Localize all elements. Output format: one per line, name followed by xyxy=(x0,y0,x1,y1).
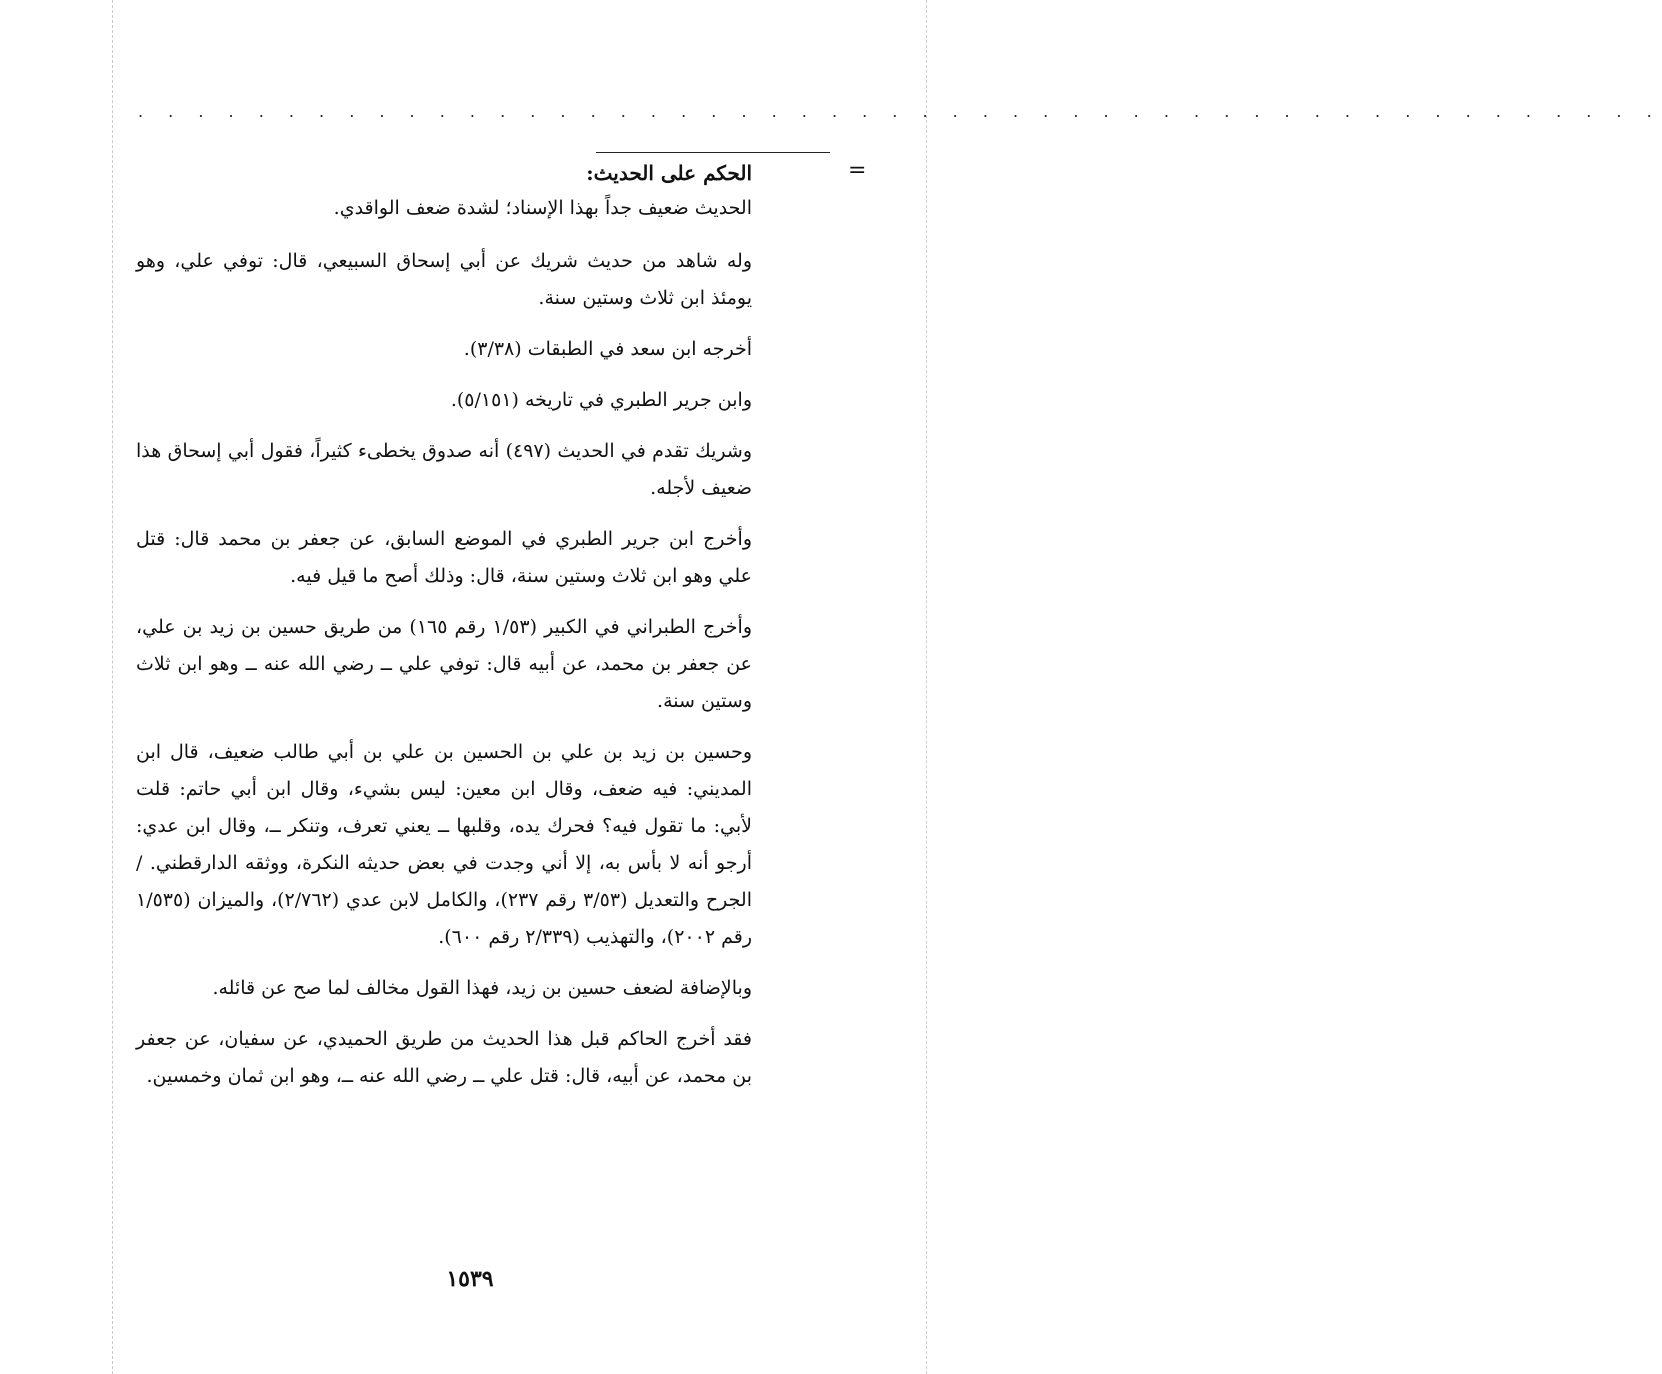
section-heading: الحكم على الحديث: xyxy=(586,161,752,185)
paragraph-tabarani: وأخرج الطبراني في الكبير (١/٥٣ رقم ١٦٥) من طريق حسين بن زيد بن علي، عن جعفر بن محمد، عن أبيه قال: توفي علي ــ رضي الله عنه ــ وهو ابن ثلاث وستين سنة. xyxy=(136,616,752,712)
page-body xyxy=(136,156,752,1109)
paragraph-sharik-witness: وله شاهد من حديث شريك عن أبي إسحاق السبيعي، قال: توفي علي، وهو يومئذ ابن ثلاث وستين سنة. xyxy=(136,250,752,309)
paragraph-hakim: فقد أخرج الحاكم قبل هذا الحديث من طريق الحميدي، عن سفيان، عن جعفر بن محمد، عن أبيه، قال: قتل علي ــ رضي الله عنه ــ، وهو ابن ثمان وخمسين. xyxy=(136,1028,752,1087)
paragraph-verdict: الحديث ضعيف جداً بهذا الإسناد؛ لشدة ضعف الواقدي. xyxy=(333,197,752,219)
scan-edge-left xyxy=(112,0,113,1374)
paragraph-tabari: وابن جرير الطبري في تاريخه (٥/١٥١). xyxy=(450,389,752,411)
heading-rule xyxy=(596,152,830,153)
paragraph-jafar-report: وأخرج ابن جرير الطبري في الموضع السابق، عن جعفر بن محمد قال: قتل علي وهو ابن ثلاث وستين سنة، قال: وذلك أصح ما قيل فيه. xyxy=(136,528,752,587)
paragraph-sharik-grading: وشريك تقدم في الحديث (٤٩٧) أنه صدوق يخطىء كثيراً، فقول أبي إسحاق هذا ضعيف لأجله. xyxy=(136,440,752,499)
paragraph-contradiction: وبالإضافة لضعف حسين بن زيد، فهذا القول مخالف لما صح عن قائله. xyxy=(212,977,752,999)
paragraph-husayn-grading: وحسين بن زيد بن علي بن الحسين بن علي بن أبي طالب ضعيف، قال ابن المديني: فيه ضعف، وقال ابن معين: ليس بشيء، وقال ابن أبي حاتم: قلت لأبي: ما تقول فيه؟ فحرك يده، وقلبها ــ يعني تعرف، وتنكر ــ، وقال ابن عدي: أرجو أنه لا بأس به، إلا أني وجدت في بعض حديثه النكرة، ووثقه الدارقطني. / الجرح والتعديل (٣/٥٣ رقم ٢٣٧)، والكامل لابن عدي (٢/٧٦٢)، والميزان (١/٥٣٥ رقم ٢٠٠٢)، والتهذيب (٢/٣٣٩ رقم ٦٠٠). xyxy=(136,741,752,948)
paragraph-ibn-saad: أخرجه ابن سعد في الطبقات (٣/٣٨). xyxy=(463,338,752,360)
page-number: ١٥٣٩ xyxy=(446,1266,494,1292)
side-mark: = xyxy=(848,158,867,183)
scan-edge-right xyxy=(926,0,927,1374)
dotted-separator: . . . . . . . . . . . . . . . . . . . . . . . . . . . . . . . . . . . . . . . . . . . . . . . . . . . xyxy=(138,102,1662,121)
